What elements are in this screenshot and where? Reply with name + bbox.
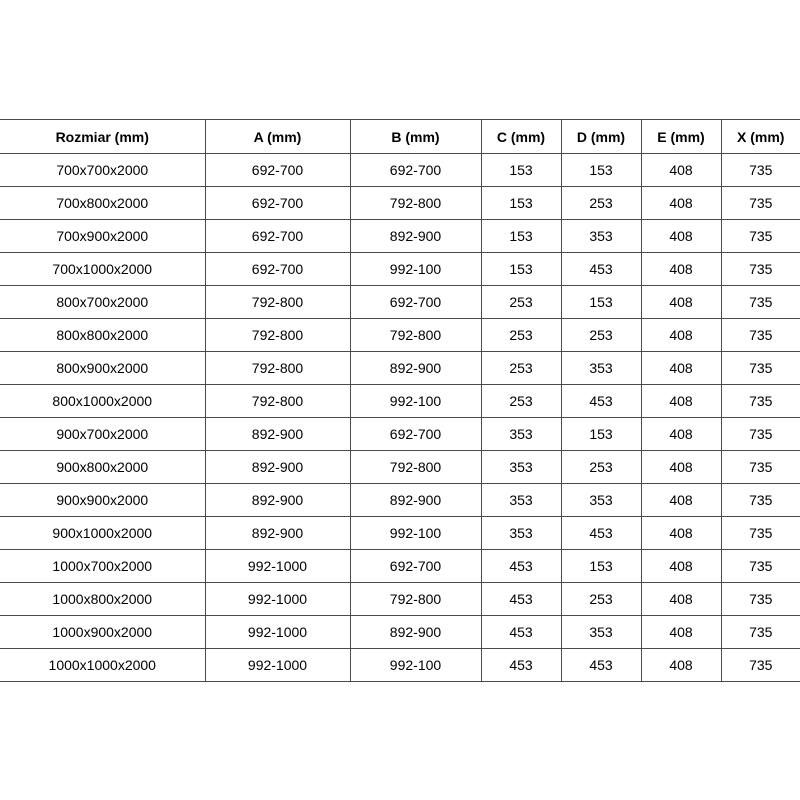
cell-x: 735 <box>721 550 800 583</box>
cell-a: 892-900 <box>205 484 350 517</box>
cell-x: 735 <box>721 187 800 220</box>
table-row <box>0 319 800 352</box>
cell-c: 353 <box>481 418 561 451</box>
cell-b: 992-100 <box>350 649 481 682</box>
cell-e: 408 <box>641 550 721 583</box>
cell-b: 792-800 <box>350 451 481 484</box>
table-row <box>0 187 800 220</box>
header-a: A (mm) <box>205 120 350 154</box>
cell-c: 253 <box>481 352 561 385</box>
table-row <box>0 550 800 583</box>
header-d: D (mm) <box>561 120 641 154</box>
cell-d: 153 <box>561 286 641 319</box>
cell-d: 353 <box>561 220 641 253</box>
cell-a: 892-900 <box>205 418 350 451</box>
table-header-row <box>0 120 800 154</box>
cell-c: 453 <box>481 550 561 583</box>
cell-c: 353 <box>481 517 561 550</box>
cell-d: 153 <box>561 418 641 451</box>
cell-a: 692-700 <box>205 187 350 220</box>
cell-c: 153 <box>481 220 561 253</box>
cell-b: 892-900 <box>350 352 481 385</box>
cell-e: 408 <box>641 220 721 253</box>
cell-size: 1000x1000x2000 <box>0 649 205 682</box>
cell-b: 892-900 <box>350 220 481 253</box>
cell-c: 253 <box>481 286 561 319</box>
cell-size: 800x900x2000 <box>0 352 205 385</box>
cell-c: 353 <box>481 484 561 517</box>
cell-b: 892-900 <box>350 616 481 649</box>
table-row <box>0 517 800 550</box>
cell-e: 408 <box>641 649 721 682</box>
cell-b: 992-100 <box>350 517 481 550</box>
table-row <box>0 385 800 418</box>
cell-size: 900x1000x2000 <box>0 517 205 550</box>
cell-a: 892-900 <box>205 517 350 550</box>
cell-x: 735 <box>721 484 800 517</box>
cell-c: 153 <box>481 253 561 286</box>
cell-x: 735 <box>721 451 800 484</box>
cell-d: 253 <box>561 451 641 484</box>
cell-a: 792-800 <box>205 352 350 385</box>
cell-d: 453 <box>561 517 641 550</box>
cell-a: 792-800 <box>205 286 350 319</box>
table-row <box>0 352 800 385</box>
cell-size: 900x800x2000 <box>0 451 205 484</box>
cell-x: 735 <box>721 286 800 319</box>
cell-a: 992-1000 <box>205 550 350 583</box>
table-row <box>0 286 800 319</box>
cell-c: 453 <box>481 616 561 649</box>
cell-d: 253 <box>561 319 641 352</box>
cell-e: 408 <box>641 385 721 418</box>
cell-b: 992-100 <box>350 253 481 286</box>
dimensions-table-container <box>0 119 800 682</box>
cell-e: 408 <box>641 253 721 286</box>
cell-d: 153 <box>561 154 641 187</box>
header-x: X (mm) <box>721 120 800 154</box>
cell-a: 792-800 <box>205 319 350 352</box>
cell-c: 453 <box>481 583 561 616</box>
header-e: E (mm) <box>641 120 721 154</box>
cell-c: 253 <box>481 385 561 418</box>
cell-x: 735 <box>721 319 800 352</box>
cell-size: 1000x900x2000 <box>0 616 205 649</box>
cell-e: 408 <box>641 352 721 385</box>
cell-a: 892-900 <box>205 451 350 484</box>
cell-d: 253 <box>561 187 641 220</box>
cell-x: 735 <box>721 616 800 649</box>
cell-a: 992-1000 <box>205 649 350 682</box>
cell-e: 408 <box>641 583 721 616</box>
cell-b: 792-800 <box>350 583 481 616</box>
cell-c: 153 <box>481 154 561 187</box>
cell-x: 735 <box>721 220 800 253</box>
cell-size: 900x700x2000 <box>0 418 205 451</box>
cell-d: 453 <box>561 649 641 682</box>
cell-d: 353 <box>561 616 641 649</box>
cell-size: 700x700x2000 <box>0 154 205 187</box>
table-row <box>0 649 800 682</box>
table-body <box>0 154 800 682</box>
cell-e: 408 <box>641 616 721 649</box>
cell-x: 735 <box>721 517 800 550</box>
cell-c: 453 <box>481 649 561 682</box>
cell-d: 353 <box>561 352 641 385</box>
table-row <box>0 418 800 451</box>
cell-x: 735 <box>721 418 800 451</box>
cell-x: 735 <box>721 385 800 418</box>
table-row <box>0 451 800 484</box>
cell-b: 892-900 <box>350 484 481 517</box>
cell-size: 700x800x2000 <box>0 187 205 220</box>
cell-a: 692-700 <box>205 253 350 286</box>
cell-x: 735 <box>721 253 800 286</box>
cell-size: 800x700x2000 <box>0 286 205 319</box>
cell-size: 700x900x2000 <box>0 220 205 253</box>
cell-x: 735 <box>721 583 800 616</box>
cell-b: 692-700 <box>350 154 481 187</box>
cell-d: 453 <box>561 385 641 418</box>
cell-b: 792-800 <box>350 319 481 352</box>
cell-e: 408 <box>641 286 721 319</box>
cell-a: 692-700 <box>205 154 350 187</box>
cell-b: 692-700 <box>350 418 481 451</box>
cell-c: 353 <box>481 451 561 484</box>
header-b: B (mm) <box>350 120 481 154</box>
cell-a: 692-700 <box>205 220 350 253</box>
cell-b: 792-800 <box>350 187 481 220</box>
cell-x: 735 <box>721 154 800 187</box>
cell-e: 408 <box>641 451 721 484</box>
cell-e: 408 <box>641 517 721 550</box>
cell-size: 900x900x2000 <box>0 484 205 517</box>
table-row <box>0 484 800 517</box>
cell-c: 153 <box>481 187 561 220</box>
cell-size: 1000x700x2000 <box>0 550 205 583</box>
cell-b: 992-100 <box>350 385 481 418</box>
cell-e: 408 <box>641 154 721 187</box>
table-row <box>0 583 800 616</box>
cell-d: 153 <box>561 550 641 583</box>
cell-size: 800x800x2000 <box>0 319 205 352</box>
cell-x: 735 <box>721 352 800 385</box>
cell-a: 792-800 <box>205 385 350 418</box>
cell-b: 692-700 <box>350 550 481 583</box>
cell-c: 253 <box>481 319 561 352</box>
cell-e: 408 <box>641 484 721 517</box>
cell-e: 408 <box>641 418 721 451</box>
header-c: C (mm) <box>481 120 561 154</box>
table-row <box>0 154 800 187</box>
cell-size: 800x1000x2000 <box>0 385 205 418</box>
cell-x: 735 <box>721 649 800 682</box>
cell-size: 1000x800x2000 <box>0 583 205 616</box>
cell-e: 408 <box>641 187 721 220</box>
cell-e: 408 <box>641 319 721 352</box>
table-row <box>0 220 800 253</box>
cell-d: 353 <box>561 484 641 517</box>
cell-size: 700x1000x2000 <box>0 253 205 286</box>
cell-a: 992-1000 <box>205 583 350 616</box>
cell-d: 453 <box>561 253 641 286</box>
dimensions-table <box>0 119 800 682</box>
cell-b: 692-700 <box>350 286 481 319</box>
cell-d: 253 <box>561 583 641 616</box>
cell-a: 992-1000 <box>205 616 350 649</box>
table-row <box>0 616 800 649</box>
table-row <box>0 253 800 286</box>
header-size: Rozmiar (mm) <box>0 120 205 154</box>
